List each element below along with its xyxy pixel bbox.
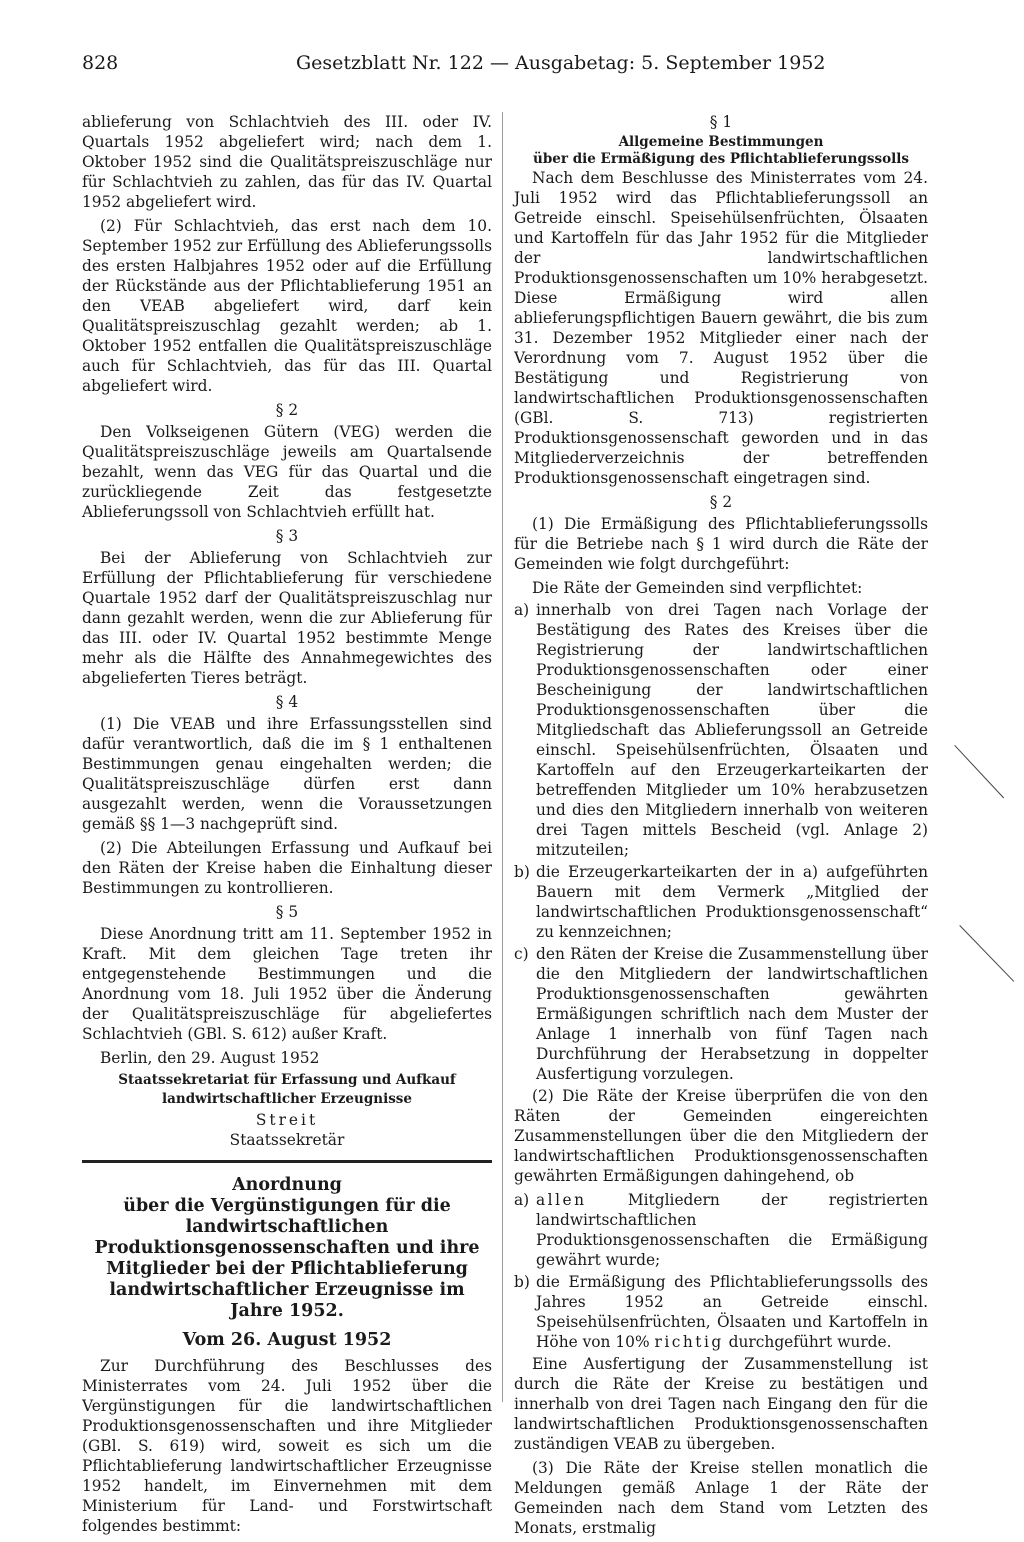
emphasis-richtig: richtig — [654, 1333, 724, 1351]
column-divider — [502, 112, 503, 1402]
list-item-b — [514, 862, 928, 942]
margin-pencil-mark — [959, 925, 1014, 982]
signature-organization-line-2: landwirtschaftlicher Erzeugnisse — [162, 1091, 412, 1107]
check-item-b — [514, 1272, 928, 1352]
section-separator — [82, 1160, 492, 1163]
page-header — [82, 52, 932, 88]
check-label-a: a) — [514, 1191, 530, 1209]
list-label-c: c) — [514, 945, 529, 963]
section-1-title-line-1: Allgemeine Bestimmungen — [618, 134, 824, 150]
section-2-lead: Die Räte der Gemeinden sind verpflichtet: — [532, 579, 863, 597]
list-text-b: die Erzeugerkarteikarten der in a) aufgeführten Bauern mit dem Vermerk „Mitglied der landwirtschaftlichen Produktionsgenossenschaft“ zu kennzeichnen; — [536, 863, 928, 941]
section-heading-4: § 4 — [275, 693, 299, 711]
check-text-a-rest: Mitgliedern der registrierten landwirtschaftlichen Produktionsgenossenschaften die Ermäßigung gewährt wurde; — [536, 1191, 928, 1269]
page-number: 828 — [82, 52, 119, 74]
section-1-title-line-2: über die Ermäßigung des Pflichtablieferungssolls — [533, 151, 909, 167]
section-2-paragraph-1: (1) Die Ermäßigung des Pflichtablieferungssolls für die Betriebe nach § 1 wird durch die Räte der Gemeinden wie folgt durchgeführt: — [514, 515, 928, 573]
check-text-b-end: durchgeführt wurde. — [728, 1333, 892, 1351]
section-3-text: Bei der Ablieferung von Schlachtvieh zur Erfüllung der Pflichtablieferung für verschiedene Quartale 1952 darf der Qualitätspreiszuschlag nur dann gezahlt werden, wenn die zur Ablieferung für das III. oder IV. Quartal 1952 bestimmte Menge mehr als die Hälfte des Annahmegewichtes des abgelieferten Tieres beträgt. — [82, 549, 492, 687]
section-5-text: Diese Anordnung tritt am 11. September 1952 in Kraft. Mit dem gleichen Tage treten ihr entgegenstehende Bestimmungen und die Anordnung vom 18. Juli 1952 über die Änderung der Qualitätspreiszuschläge für abgeliefertes Schlachtvieh (GBl. S. 612) außer Kraft. — [82, 925, 492, 1043]
section-heading-3: § 3 — [275, 527, 299, 545]
list-item-c — [514, 944, 928, 1084]
check-label-b: b) — [514, 1273, 530, 1291]
list-text-a: innerhalb von drei Tagen nach Vorlage der Bestätigung des Rates des Kreises über die Registrierung der landwirtschaftlichen Produktionsgenossenschaften oder einer Bescheinigung der landwirtschaftlichen Produktionsgenossenschaften über die Mitgliedschaft das Ablieferungssoll an Getreide einschl. Speisehülsenfrüchten, Ölsaaten und Kartoffeln auf den Erzeugerkarteikarten der betreffenden Mitglieder um 10% herabzusetzen und dies den Mitgliedern innerhalb von weiteren drei Tagen mittels Bescheid (vgl. Anlage 2) mitzuteilen; — [536, 601, 928, 859]
section-2-paragraph-3: (3) Die Räte der Kreise stellen monatlich die Meldungen gemäß Anlage 1 der Räte der Gemeinden nach dem Stand vom Letzten des Monats, erstmalig — [514, 1459, 928, 1537]
right-column — [514, 112, 928, 1542]
ordinance-preamble: Zur Durchführung des Beschlusses des Ministerrates vom 24. Juli 1952 über die Vergünstigungen für die landwirtschaftlichen Produktionsgenossenschaften und ihre Mitglieder (GBl. S. 619) wird, soweit es sich um die Pflichtablieferung landwirtschaftlicher Erzeugnisse 1952 handelt, im Einvernehmen mit dem Ministerium für Land- und Forstwirtschaft folgendes bestimmt: — [82, 1357, 492, 1535]
section-4-paragraph-1: (1) Die VEAB und ihre Erfassungsstellen sind dafür verantwortlich, daß die im § 1 enthaltenen Bestimmungen genau eingehalten werden; die Qualitätspreiszuschläge dürfen erst dann ausgezahlt werden, wenn die Voraussetzungen gemäß §§ 1—3 nachgeprüft sind. — [82, 715, 492, 833]
margin-pencil-mark — [954, 745, 1004, 798]
ordinance-heading: Anordnung — [232, 1175, 342, 1195]
section-heading-1: § 1 — [709, 113, 733, 131]
section-heading-2: § 2 — [275, 401, 299, 419]
check-text-b — [536, 1272, 928, 1352]
list-text-c: den Räten der Kreise die Zusammenstellung über die den Mitgliedern der landwirtschaftlichen Produktionsgenossenschaften gewährten Ermäßigungen schriftlich nach dem Muster der Anlage 1 innerhalb von fünf Tagen nach Durchführung der Herabsetzung in doppelter Ausfertigung vorzulegen. — [536, 945, 928, 1083]
check-item-a — [514, 1190, 928, 1270]
paragraph-2: (2) Für Schlachtvieh, das erst nach dem 10. September 1952 zur Erfüllung des Ablieferungssolls des ersten Halbjahres 1952 oder auf die Erfüllung der Rückstände aus der Pflichtablieferung 1951 an den VEAB abgeliefert wird, darf kein Qualitätspreiszuschlag gezahlt werden; ab 1. Oktober 1952 entfallen die Qualitätspreiszuschläge auch für Schlachtvieh, das für das III. Quartal abgeliefert wird. — [82, 217, 492, 395]
place-date: Berlin, den 29. August 1952 — [100, 1049, 320, 1067]
list-item-a — [514, 600, 928, 860]
signature-name: Streit — [255, 1111, 319, 1129]
left-column — [82, 112, 492, 1540]
section-2-text: Den Volkseigenen Gütern (VEG) werden die Qualitätspreiszuschläge jeweils am Quartalsende bezahlt, wenn das VEG für das Quartal und die zurückliegende Zeit das festgesetzte Ablieferungssoll von Schlachtvieh erfüllt hat. — [82, 423, 492, 521]
section-1-text: Nach dem Beschlusse des Ministerrates vom 24. Juli 1952 wird das Pflichtablieferungssoll an Getreide einschl. Speisehülsenfrüchten, Ölsaaten und Kartoffeln für das Jahr 1952 für die Mitglieder der landwirtschaftlichen Produktionsgenossenschaften um 10% herabgesetzt. Diese Ermäßigung wird allen ablieferungspflichtigen Bauern gewährt, die bis zum 31. Dezember 1952 Mitglieder einer nach der Verordnung vom 7. August 1952 über die Bestätigung und Registrierung von landwirtschaftlichen Produktionsgenossenschaften (GBl. S. 713) registrierten Produktionsgenossenschaft geworden und in das Mitgliederverzeichnis der betreffenden Produktionsgenossenschaft eingetragen sind. — [514, 169, 928, 487]
ordinance-subject: über die Vergünstigungen für die landwirtschaftlichen Produktionsgenossenschaften und ihre Mitglieder bei der Pflichtablieferung landwirtschaftlicher Erzeugnisse im Jahre 1952. — [94, 1196, 480, 1321]
check-text-b-main: die Ermäßigung des Pflichtablieferungssolls des Jahres 1952 an Getreide einschl. Speisehülsenfrüchten, Ölsaaten und Kartoffeln in Höhe von 10% — [536, 1273, 928, 1351]
section-2-paragraph-2-end: Eine Ausfertigung der Zusammenstellung ist durch die Räte der Kreise zu bestätigen und innerhalb von drei Tagen nach Eingang den für die landwirtschaftlichen Produktionsgenossenschaften zuständigen VEAB zu übergeben. — [514, 1355, 928, 1453]
list-label-a: a) — [514, 601, 530, 619]
section-2-paragraph-2: (2) Die Räte der Kreise überprüfen die von den Räten der Gemeinden eingereichten Zusammenstellungen über die den Mitgliedern der landwirtschaftlichen Produktionsgenossenschaften gewährten Ermäßigungen dahingehend, ob — [514, 1087, 928, 1185]
section-4-paragraph-2: (2) Die Abteilungen Erfassung und Aufkauf bei den Räten der Kreise haben die Einhaltung dieser Bestimmungen zu kontrollieren. — [82, 839, 492, 897]
emphasis-allen: allen — [536, 1191, 587, 1209]
ordinance-date: Vom 26. August 1952 — [182, 1330, 392, 1350]
signature-role: Staatssekretär — [229, 1131, 345, 1149]
check-text-a — [536, 1190, 928, 1270]
paragraph-continued: ablieferung von Schlachtvieh des III. oder IV. Quartals 1952 abgeliefert wird; nach dem 1. Oktober 1952 sind die Qualitätspreiszuschläge nur für Schlachtvieh zu zahlen, das für das IV. Quartal 1952 abgeliefert wird. — [82, 113, 492, 211]
section-heading-2-right: § 2 — [709, 493, 733, 511]
section-heading-5: § 5 — [275, 903, 299, 921]
list-label-b: b) — [514, 863, 530, 881]
signature-organization-line-1: Staatssekretariat für Erfassung und Aufkauf — [118, 1072, 456, 1088]
gazette-title: Gesetzblatt Nr. 122 — Ausgabetag: 5. September 1952 — [296, 52, 826, 74]
